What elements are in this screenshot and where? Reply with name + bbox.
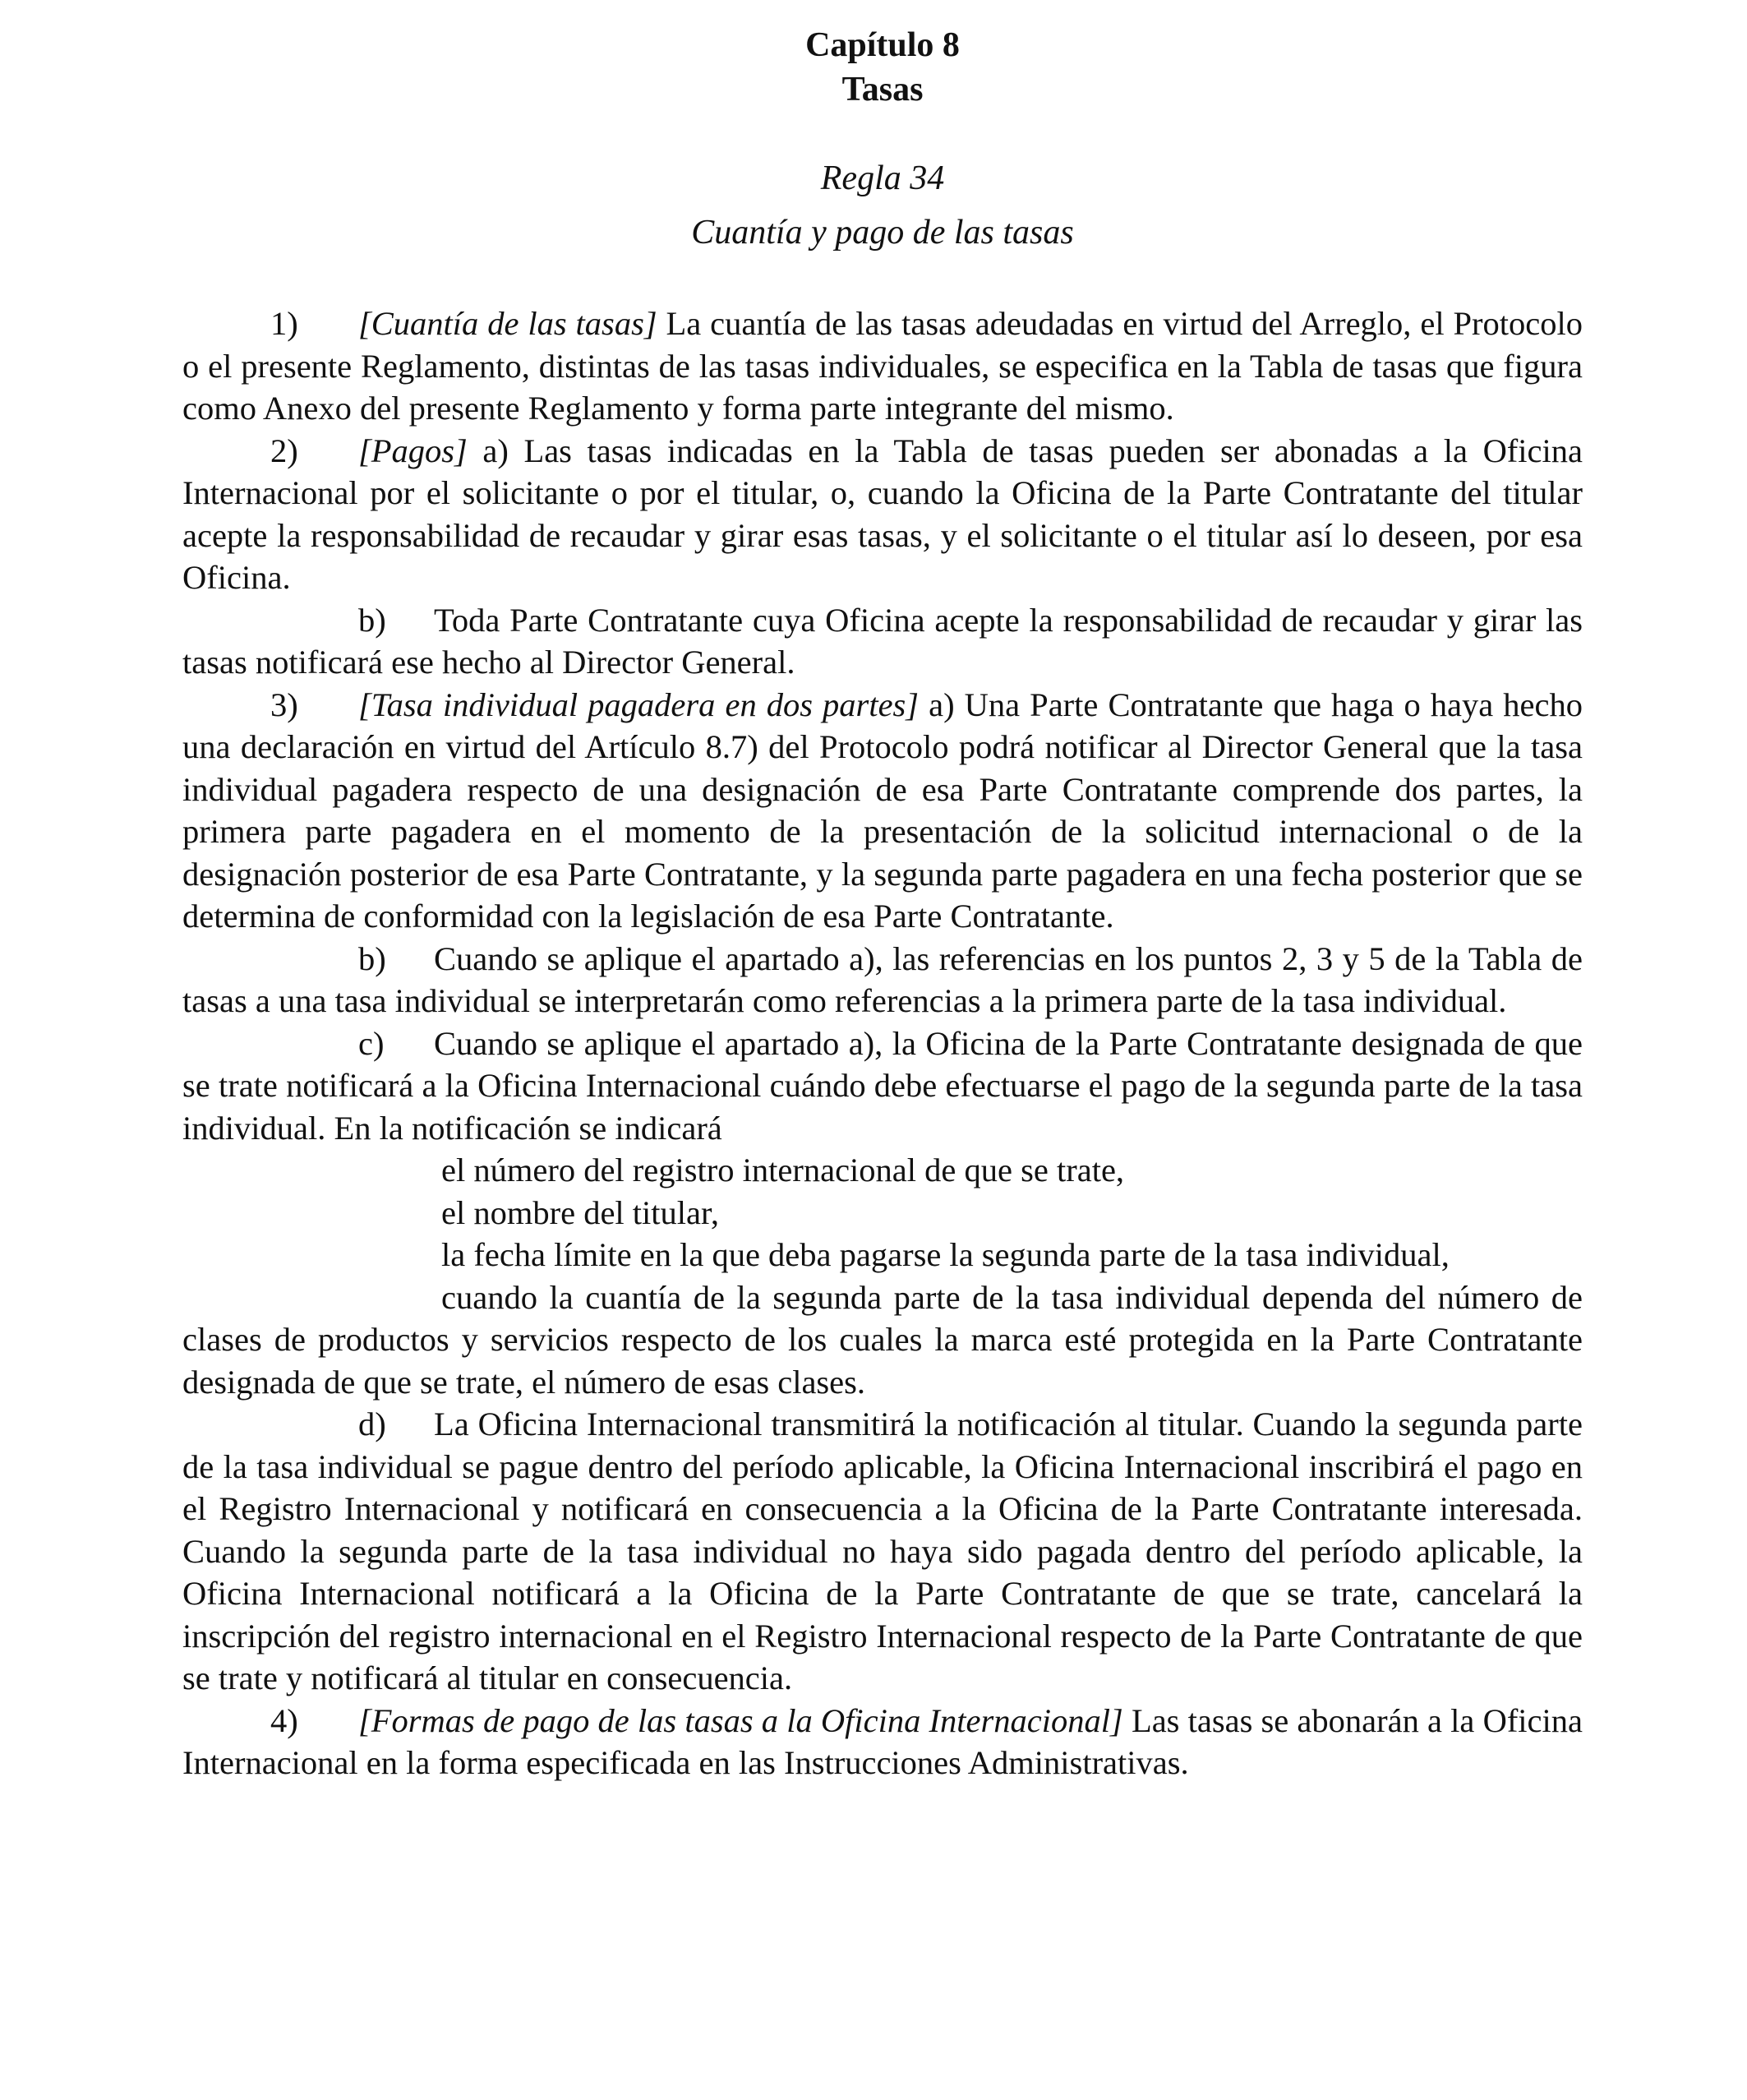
paragraph-2-number: 2) [270,432,298,469]
paragraph-2b-text: Toda Parte Contratante cuya Oficina acepte la responsabilidad de recaudar y girar las tasas notificará ese hecho al Director General. [182,601,1583,681]
paragraph-3d [182,1403,1583,1700]
paragraph-1-number: 1) [270,305,298,342]
paragraph-3c-item: el número del registro internacional de que se trate, [441,1152,1125,1188]
rule-number: Regla 34 [820,159,945,197]
chapter-subtitle: Tasas [841,71,924,108]
paragraph-3b [182,938,1583,1022]
paragraph-3c-last-item: cuando la cuantía de la segunda parte de la tasa individual dependa del número de clases de productos y servicios respecto de los cuales la marca esté protegida en la Parte Contratante designada de que se trate, el número de esas clases. [182,1278,1583,1401]
paragraph-2-heading: [Pagos] [358,432,468,469]
paragraph-3b-text: Cuando se aplique el apartado a), las referencias en los puntos 2, 3 y 5 de la Tabla de tasas a una tasa individual se interpretarán como referencias a la primera parte de la tasa individual. [182,939,1583,1019]
paragraph-3c [182,1022,1583,1150]
paragraph-4-number: 4) [270,1701,298,1739]
paragraph-3c-label: c) [358,1024,385,1062]
paragraph-2a-text: a) Las tasas indicadas en la Tabla de tasas pueden ser abonadas a la Oficina Internacional por el solicitante o por el titular, o, cuando la Oficina de la Parte Contratante del titular acepte la responsabilidad de recaudar y girar esas tasas, y el solicitante o el titular así lo deseen, por esa Oficina. [182,432,1583,596]
paragraph-3-number: 3) [270,685,298,723]
paragraph-3b-label: b) [358,939,386,977]
paragraph-3a [182,684,1583,938]
paragraph-1-text: La cuantía de las tasas adeudadas en virtud del Arreglo, el Protocolo o el presente Reglamento, distintas de las tasas individuales, se especifica en la Tabla de tasas que figura como Anexo del presente Reglamento y forma parte integrante del mismo. [182,305,1583,427]
paragraph-3d-label: d) [358,1405,386,1442]
paragraph-3a-text: a) Una Parte Contratante que haga o haya hecho una declaración en virtud del Artículo 8.7) del Protocolo podrá notificar al Director General que la tasa individual pagadera respecto de una designación de esa Parte Contratante comprende dos partes, la primera parte pagadera en el momento de la presentación de la solicitud internacional o de la designación posterior de esa Parte Contratante, y la segunda parte pagadera en una fecha posterior que se determina de conformidad con la legislación de esa Parte Contratante. [182,685,1583,935]
paragraph-3c-text: Cuando se aplique el apartado a), la Oficina de la Parte Contratante designada de que se trate notificará a la Oficina Internacional cuándo debe efectuarse el pago de la segunda parte de la tasa individual. En la notificación se indicará [182,1024,1583,1147]
chapter-title: Capítulo 8 [805,26,960,64]
paragraph-3c-item: la fecha límite en la que deba pagarse la segunda parte de la tasa individual, [441,1236,1450,1273]
paragraph-4 [182,1700,1583,1784]
rule-title: Cuantía y pago de las tasas [691,214,1074,252]
paragraph-3-heading: [Tasa individual pagadera en dos partes] [358,685,920,723]
paragraph-1-heading: [Cuantía de las tasas] [358,305,657,342]
paragraph-4-text: Las tasas se abonarán a la Oficina Internacional en la forma especificada en las Instrucciones Administrativas. [182,1701,1583,1781]
paragraph-3c-item: el nombre del titular, [441,1193,720,1231]
paragraph-3d-text: La Oficina Internacional transmitirá la notificación al titular. Cuando la segunda parte de la tasa individual se pague dentro del período aplicable, la Oficina Internacional inscribirá el pago en el Registro Internacional y notificará en consecuencia a la Oficina de la Parte Contratante interesada. Cuando la segunda parte de la tasa individual no haya sido pagada dentro del período aplicable, la Oficina Internacional notificará a la Oficina de la Parte Contratante de que se trate, cancelará la inscripción del registro internacional en el Registro Internacional respecto de la Parte Contratante de que se trate y notificará al titular en consecuencia. [182,1405,1583,1696]
paragraph-4-heading: [Formas de pago de las tasas a la Oficina Internacional] [358,1701,1123,1739]
paragraph-2a [182,430,1583,599]
paragraph-1 [182,302,1583,430]
paragraph-2b [182,599,1583,684]
paragraph-2b-label: b) [358,601,386,639]
